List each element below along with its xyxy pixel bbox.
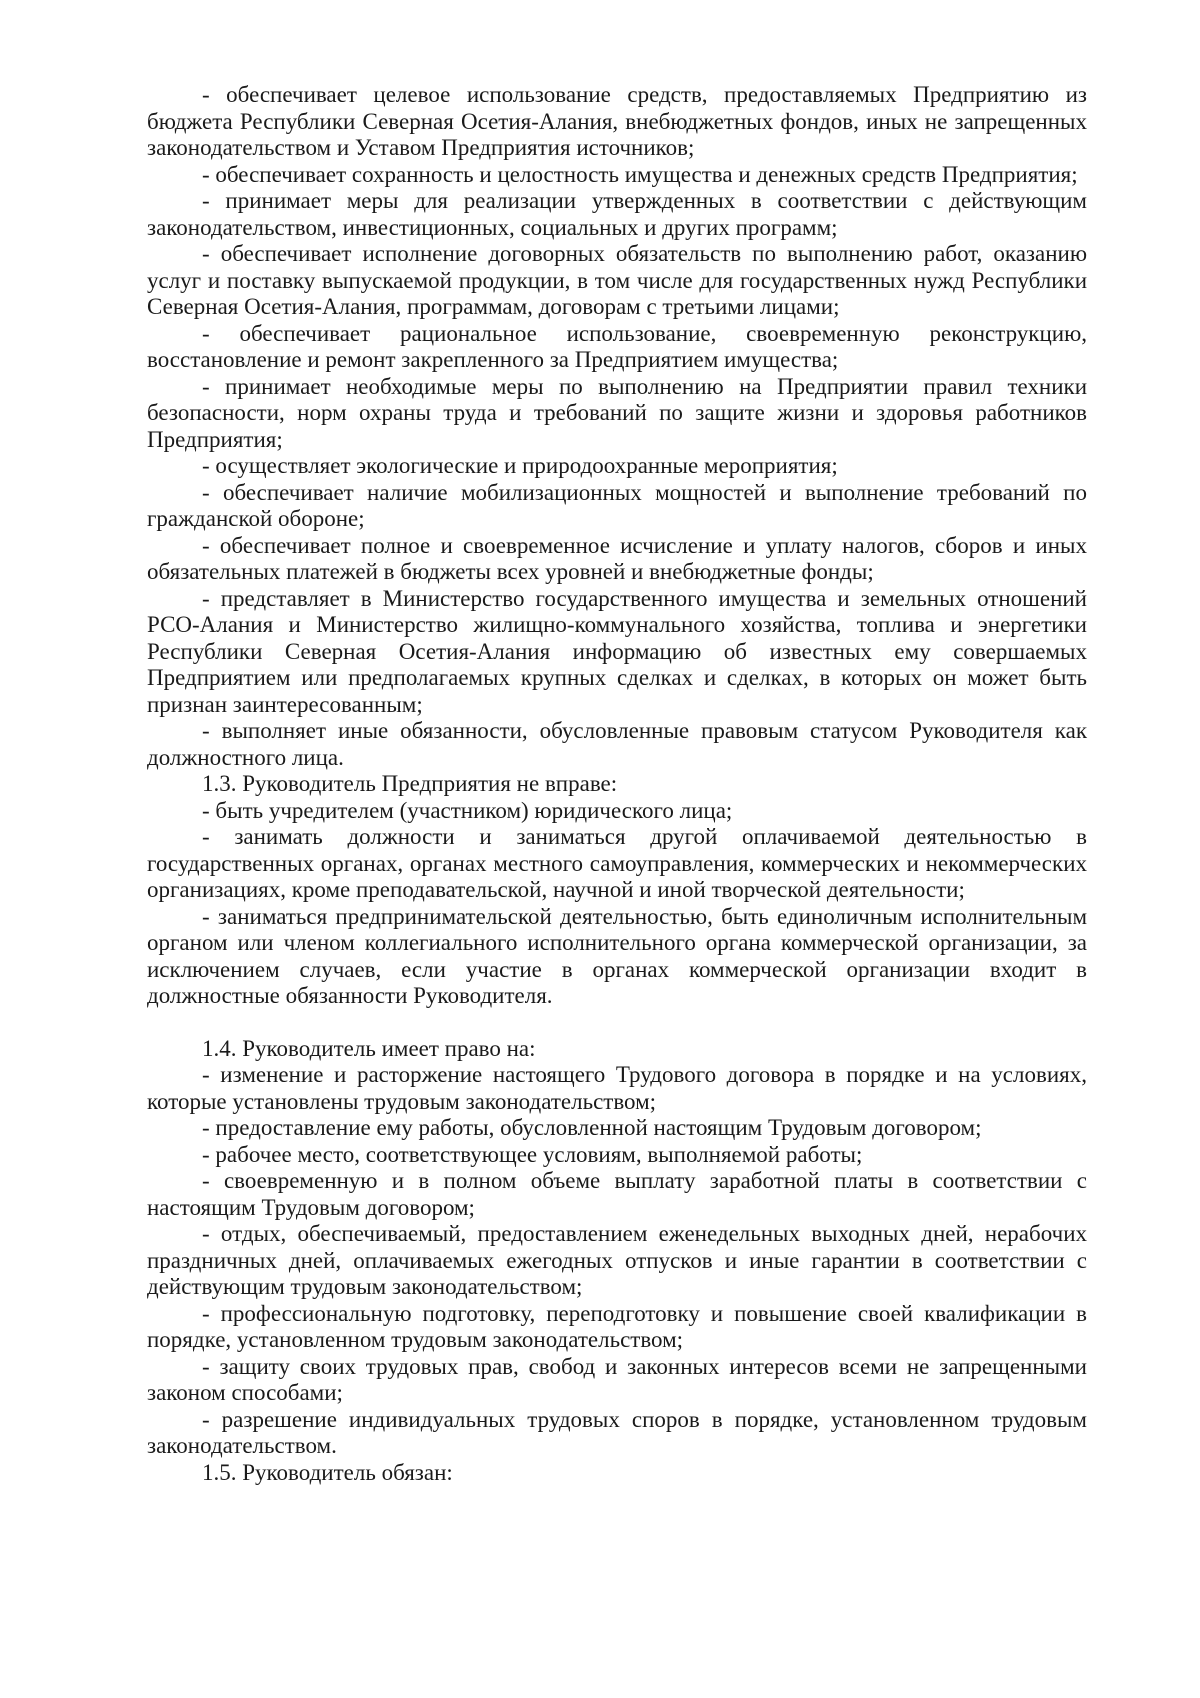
paragraph: - представляет в Министерство государственного имущества и земельных отношений РСО-Алания и Министерство жилищно-коммунального хозяйства, топлива и энергетики Республики Северная Осетия-Алания информацию об известных ему совершаемых Предприятием или предполагаемых крупных сделках и сделках, в которых он может быть признан заинтересованным; [147,585,1087,717]
section-heading: 1.5. Руководитель обязан: [202,1459,453,1485]
paragraph: - обеспечивает наличие мобилизационных мощностей и выполнение требований по гражданской обороне; [147,479,1087,531]
paragraph: - профессиональную подготовку, переподготовку и повышение своей квалификации в порядке, установленном трудовым законодательством; [147,1300,1087,1352]
paragraph: - осуществляет экологические и природоохранные мероприятия; [202,453,838,478]
section-heading: 1.3. Руководитель Предприятия не вправе: [202,771,618,796]
paragraph: - принимает меры для реализации утвержденных в соответствии с действующим законодательством, инвестиционных, социальных и других программ; [147,188,1087,240]
paragraph: - предоставление ему работы, обусловленной настоящим Трудовым договором; [202,1115,982,1140]
paragraph: - принимает необходимые меры по выполнению на Предприятии правил техники безопасности, норм охраны труда и требований по защите жизни и здоровья работников Предприятия; [147,373,1087,452]
paragraph: - обеспечивает рациональное использование, своевременную реконструкцию, восстановление и ремонт закрепленного за Предприятием имущества; [147,320,1087,372]
paragraph: - занимать должности и заниматься другой оплачиваемой деятельностью в государственных органах, органах местного самоуправления, коммерческих и некоммерческих организациях, кроме преподавательской, научной и иной творческой деятельности; [147,824,1087,902]
paragraph: - отдых, обеспечиваемый, предоставлением еженедельных выходных дней, нерабочих праздничных дней, оплачиваемых ежегодных отпусков и иные гарантии в соответствии с действующим трудовым законодательством; [147,1221,1087,1299]
document-body [147,82,1087,1486]
paragraph: - заниматься предпринимательской деятельностью, быть единоличным исполнительным органом или членом коллегиального исполнительного органа коммерческой организации, за исключением случаев, если участие в органах коммерческой организации входит в должностные обязанности Руководителя. [147,903,1087,1008]
paragraph: - своевременную и в полном объеме выплату заработной платы в соответствии с настоящим Трудовым договором; [147,1168,1087,1220]
paragraph: - обеспечивает сохранность и целостность имущества и денежных средств Предприятия; [202,161,1078,187]
paragraph: - изменение и расторжение настоящего Трудового договора в порядке и на условиях, которые установлены трудовым законодательством; [147,1062,1087,1114]
paragraph: - обеспечивает полное и своевременное исчисление и уплату налогов, сборов и иных обязательных платежей в бюджеты всех уровней и внебюджетные фонды; [147,532,1087,584]
paragraph: - обеспечивает исполнение договорных обязательств по выполнению работ, оказанию услуг и поставку выпускаемой продукции, в том числе для государственных нужд Республики Северная Осетия-Алания, программам, договорам с третьими лицами; [147,241,1087,319]
paragraph: - обеспечивает целевое использование средств, предоставляемых Предприятию из бюджета Республики Северная Осетия-Алания, внебюджетных фондов, иных не запрещенных законодательством и Уставом Предприятия источников; [147,82,1087,160]
paragraph: - защиту своих трудовых прав, свобод и законных интересов всеми не запрещенными законом способами; [147,1353,1087,1405]
paragraph: - разрешение индивидуальных трудовых споров в порядке, установленном трудовым законодательством. [147,1406,1087,1458]
paragraph: - рабочее место, соответствующее условиям, выполняемой работы; [202,1141,863,1167]
section-heading: 1.4. Руководитель имеет право на: [202,1035,536,1061]
paragraph: - выполняет иные обязанности, обусловленные правовым статусом Руководителя как должностного лица. [147,718,1087,770]
paragraph: - быть учредителем (участником) юридического лица; [202,797,733,823]
